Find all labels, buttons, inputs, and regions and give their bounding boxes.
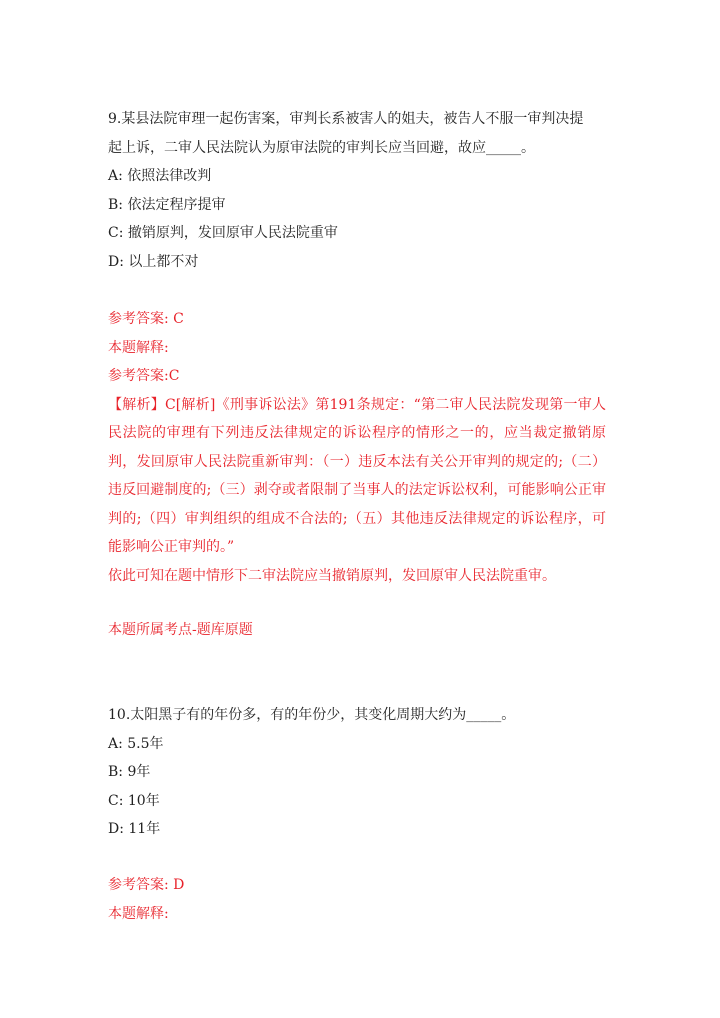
explanation-label: 本题解释: bbox=[108, 905, 169, 922]
analysis-paragraph bbox=[108, 391, 606, 562]
question-10-option-d: D: 11年 bbox=[108, 821, 161, 837]
question-9-source bbox=[108, 616, 608, 645]
question-10-option-c: C: 10年 bbox=[108, 792, 160, 809]
question-10-text: 10.太阳黑子有的年份多，有的年份少，其变化周期大约为_____。 bbox=[108, 707, 516, 723]
question-9-option-a: A: 依照法律改判 bbox=[108, 168, 212, 184]
analysis-text: C[解析]《刑事诉讼法》第191条规定：“第二审人民法院发现第一审人民法院的审理有下列违反法律规定的诉讼程序的情形之一的，应当裁定撤销原判，发回原审人民法院重新审判：（一）违反本法有关公开审判的规定的;（二）违反回避制度的;（三）剥夺或者限制了当事人的法定诉讼权利，可能影响公正审判的;（四）审判组织的组成不合法的;（五）其他违反法律规定的诉讼程序，可能影响公正审判的。” bbox=[108, 396, 606, 555]
conclusion-text: 依此可知在题中情形下二审法院应当撤销原判，发回原审人民法院重审。 bbox=[108, 567, 556, 584]
analysis-tag: 【解析】 bbox=[108, 396, 165, 413]
question-9-option-b: B: 依法定程序提审 bbox=[108, 196, 226, 213]
explanation-label: 本题解释: bbox=[108, 339, 169, 356]
question-9-option-d: D: 以上都不对 bbox=[108, 253, 199, 270]
question-9-option-c: C: 撤销原判，发回原审人民法院重审 bbox=[108, 225, 338, 241]
question-9 bbox=[108, 105, 608, 276]
question-10-option-a: A: 5.5年 bbox=[108, 735, 164, 752]
question-9-text-line2: 起上诉，二审人民法院认为原审法院的审判长应当回避，故应_____。 bbox=[108, 139, 535, 156]
question-10-option-b: B: 9年 bbox=[108, 764, 151, 780]
question-9-answer-section bbox=[108, 305, 608, 590]
question-10-answer-section bbox=[108, 871, 608, 928]
question-9-text-line1: 9.某县法院审理一起伤害案，审判长系被害人的姐夫，被告人不服一审判决提 bbox=[108, 111, 584, 127]
question-10 bbox=[108, 701, 608, 844]
source-text: 本题所属考点-题库原题 bbox=[108, 622, 253, 638]
answer-label: 参考答案: D bbox=[108, 877, 185, 893]
answer-label-repeat: 参考答案:C bbox=[108, 368, 180, 384]
answer-label: 参考答案: C bbox=[108, 311, 184, 327]
